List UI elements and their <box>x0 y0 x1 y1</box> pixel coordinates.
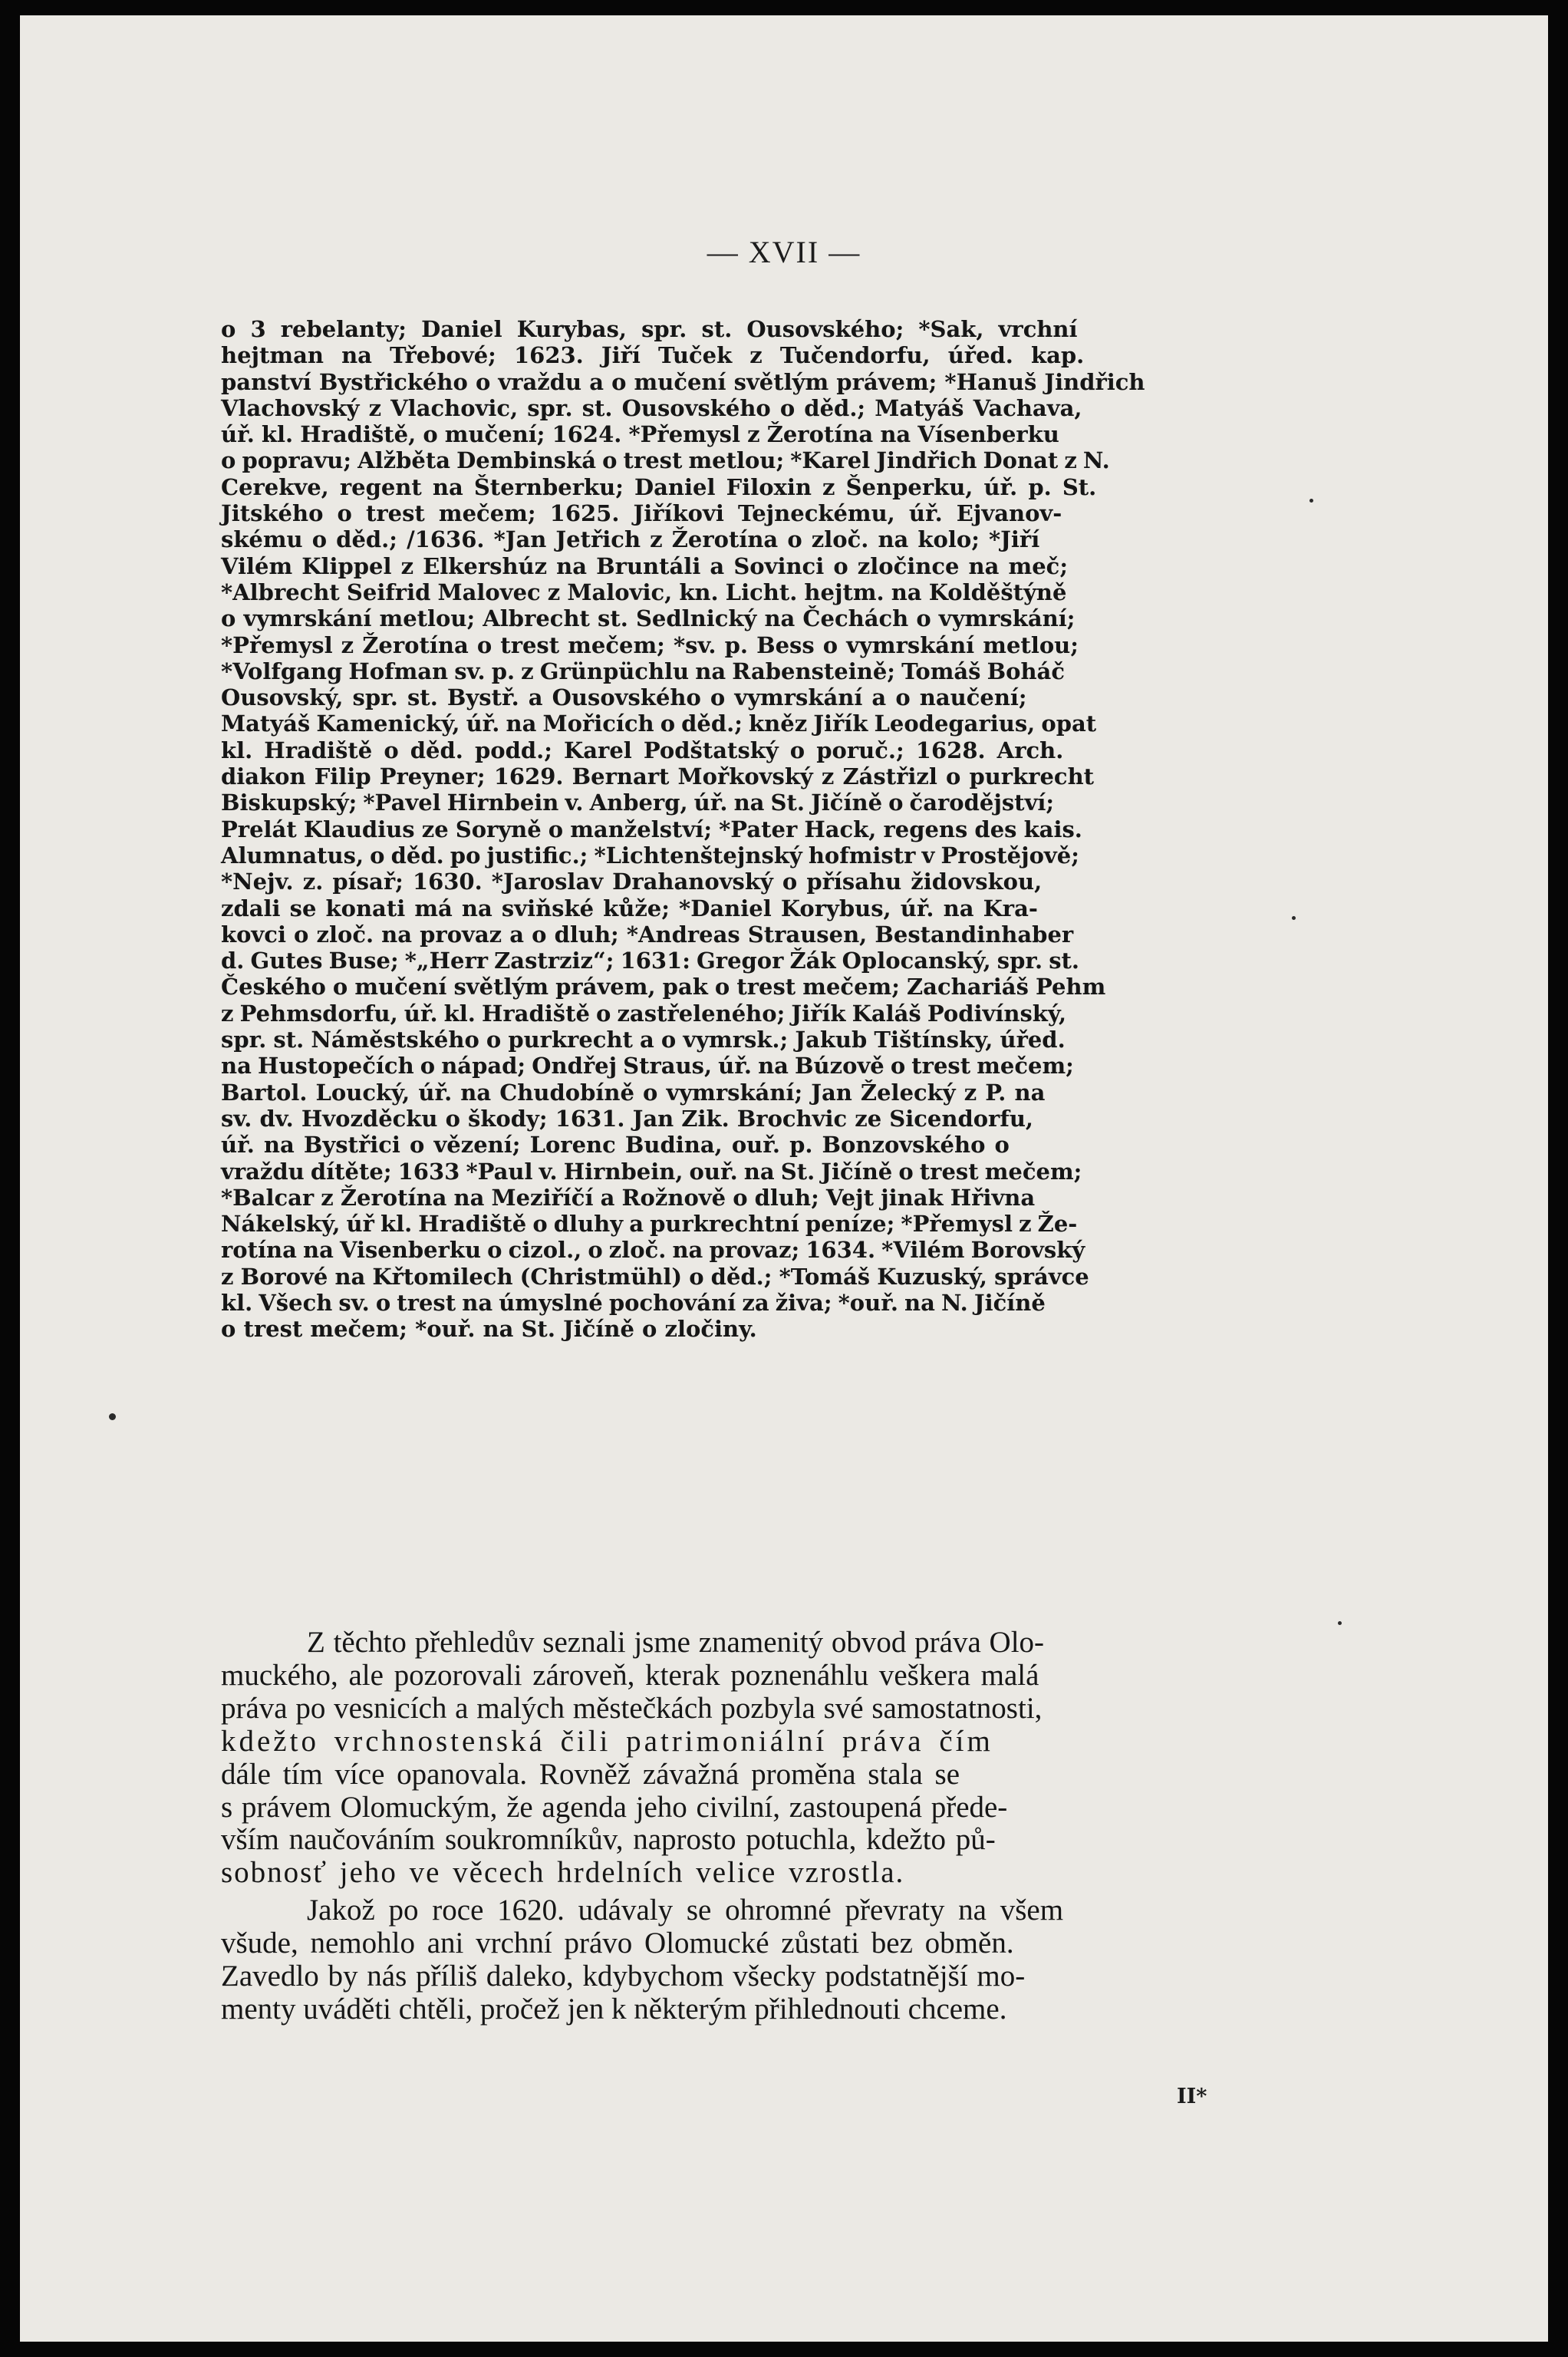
text-line: Alumnatus, o děd. po justific.; *Lichtenštejnský hofmistr v Prostějově; <box>221 842 1079 869</box>
text-line: spr. st. Náměstského o purkrecht a o vymrsk.; Jakub Tištínsky, úřed. <box>221 1027 1066 1053</box>
text-line: Cerekve, regent na Šternberku; Daniel Filoxin z Šenperku, úř. p. St. <box>221 473 1097 500</box>
text-line: úř. na Bystřici o vězení; Lorenc Budina, ouř. p. Bonzovského o <box>221 1132 1010 1159</box>
text-line: na Hustopečích o nápad; Ondřej Straus, úř. na Búzově o trest mečem; <box>221 1053 1074 1080</box>
text-line: kl. Hradiště o děd. podd.; Karel Podštatský o poruč.; 1628. Arch. <box>221 737 1064 763</box>
book-page <box>20 15 1548 2342</box>
text-line: rotína na Visenberku o cizol., o zloč. na provaz; 1634. *Vilém Borovský <box>221 1237 1085 1264</box>
text-line: vším naučováním soukromníkův, naprosto potuchla, kdežto pů- <box>221 1823 996 1857</box>
text-line: dále tím více opanovala. Rovněž závažná proměna stala se <box>221 1757 960 1791</box>
scan-speck <box>1309 499 1313 503</box>
text-line: Zavedlo by nás příliš daleko, kdybychom všecky podstatnější mo- <box>221 1959 1026 1993</box>
text-line: Vlachovský z Vlachovic, spr. st. Ousovského o děd.; Matyáš Vachava, <box>221 394 1082 421</box>
text-line: Jakož po roce 1620. udávaly se ohromné převraty na všem <box>307 1894 1064 1927</box>
text-line: Ousovský, spr. st. Bystř. a Ousovského o vymrskání a o naučení; <box>221 684 1027 711</box>
text-line: zdali se konati má na sviňské kůže; *Daniel Korybus, úř. na Kra- <box>221 895 1038 921</box>
scan-speck <box>1292 916 1296 920</box>
text-line: kdežto vrchnostenská čili patrimoniální práva čím <box>221 1724 993 1758</box>
text-line: Biskupský; *Pavel Hirnbein v. Anberg, úř. na St. Jičíně o čarodějství; <box>221 790 1055 816</box>
text-line: Z těchto přehledův seznali jsme znamenitý obvod práva Olo- <box>307 1626 1045 1659</box>
page-number-header: — XVII — <box>707 235 861 269</box>
text-line: sv. dv. Hvozděcku o škody; 1631. Jan Zik. Brochvic ze Sicendorfu, <box>221 1105 1033 1132</box>
text-line: Českého o mučení světlým právem, pak o trest mečem; Zachariáš Pehm <box>221 974 1106 1000</box>
signature-mark: II* <box>1177 2085 1207 2108</box>
scan-speck <box>1338 1621 1342 1625</box>
text-line: *Albrecht Seifrid Malovec z Malovic, kn. Licht. hejtm. na Kolděštýně <box>221 579 1067 605</box>
case-list <box>221 316 1306 1343</box>
text-line: Prelát Klaudius ze Soryně o manželství; *Pater Hack, regens des kais. <box>221 816 1082 842</box>
paragraph-2 <box>221 1894 1306 2026</box>
text-line: úř. kl. Hradiště, o mučení; 1624. *Přemysl z Žerotína na Vísenberku <box>221 421 1059 448</box>
text-line: Nákelský, úř kl. Hradiště o dluhy a purkrechtní peníze; *Přemysl z Že- <box>221 1211 1078 1238</box>
text-line: o vymrskání metlou; Albrecht st. Sedlnický na Čechách o vymrskání; <box>221 605 1076 632</box>
text-line: muckého, ale pozorovali zároveň, kterak poznenáhlu veškera malá <box>221 1658 1039 1692</box>
text-line: *Nejv. z. písař; 1630. *Jaroslav Drahanovský o přísahu židovskou, <box>221 869 1043 895</box>
text-line: kl. Všech sv. o trest na úmyslné pochování za živa; *ouř. na N. Jičíně <box>221 1289 1046 1316</box>
text-line: všude, nemohlo ani vrchní právo Olomucké zůstati bez obměn. <box>221 1926 1014 1960</box>
scan-speck <box>109 1413 116 1420</box>
text-line: hejtman na Třebové; 1623. Jiří Tuček z Tučendorfu, úřed. kap. <box>221 342 1085 369</box>
text-line: Bartol. Loucký, úř. na Chudobíně o vymrskání; Jan Želecký z P. na <box>221 1079 1046 1106</box>
text-line: s právem Olomuckým, že agenda jeho civilní, zastoupená přede- <box>221 1790 1008 1824</box>
text-line: vraždu dítěte; 1633 *Paul v. Hirnbein, ouř. na St. Jičíně o trest mečem; <box>221 1158 1082 1185</box>
text-line: Matyáš Kamenický, úř. na Mořicích o děd.; kněz Jiřík Leodegarius, opat <box>221 710 1097 737</box>
text-line: Vilém Klippel z Elkershúz na Bruntáli a Sovinci o zločince na meč; <box>221 552 1069 579</box>
text-line: d. Gutes Buse; *„Herr Zastrziz“; 1631: Gregor Žák Oplocanský, spr. st. <box>221 948 1080 974</box>
text-line: z Borové na Křtomilech (Christmühl) o děd.; *Tomáš Kuzuský, správce <box>221 1263 1089 1290</box>
text-line: o 3 rebelanty; Daniel Kurybas, spr. st. Ousovského; *Sak, vrchní <box>221 316 1078 342</box>
text-line: *Balcar z Žerotína na Meziříčí a Rožnově o dluh; Vejt jinak Hřivna <box>221 1184 1036 1211</box>
text-line: o popravu; Alžběta Dembinská o trest metlou; *Karel Jindřich Donat z N. <box>221 447 1110 474</box>
text-line: diakon Filip Preyner; 1629. Bernart Mořkovský z Zástřizl o purkrecht <box>221 763 1095 790</box>
text-line: kovci o zloč. na provaz a o dluh; *Andreas Strausen, Bestandinhaber <box>221 921 1074 948</box>
text-line: skému o děd.; /1636. *Jan Jetřich z Žerotína o zloč. na kolo; *Jiří <box>221 526 1040 553</box>
text-line: menty uváděti chtěli, pročež jen k některým přihlednouti chceme. <box>221 1992 1007 2026</box>
text-line: *Volfgang Hofman sv. p. z Grünpüchlu na Rabensteině; Tomáš Boháč <box>221 658 1065 684</box>
text-line: sobnosť jeho ve věcech hrdelních velice vzrostla. <box>221 1856 905 1890</box>
text-line: o trest mečem; *ouř. na St. Jičíně o zločiny. <box>221 1316 757 1343</box>
paragraph-1 <box>221 1627 1306 1890</box>
text-line: práva po vesnicích a malých městečkách pozbyla své samostatnosti, <box>221 1691 1043 1725</box>
text-line: panství Bystřického o vraždu a o mučení světlým právem; *Hanuš Jindřich <box>221 368 1145 395</box>
text-line: z Pehmsdorfu, úř. kl. Hradiště o zastřeleného; Jiřík Kaláš Podivínský, <box>221 1000 1067 1027</box>
text-line: Jitského o trest mečem; 1625. Jiříkovi Tejneckému, úř. Ejvanov- <box>221 500 1062 527</box>
text-line: *Přemysl z Žerotína o trest mečem; *sv. p. Bess o vymrskání metlou; <box>221 631 1079 658</box>
